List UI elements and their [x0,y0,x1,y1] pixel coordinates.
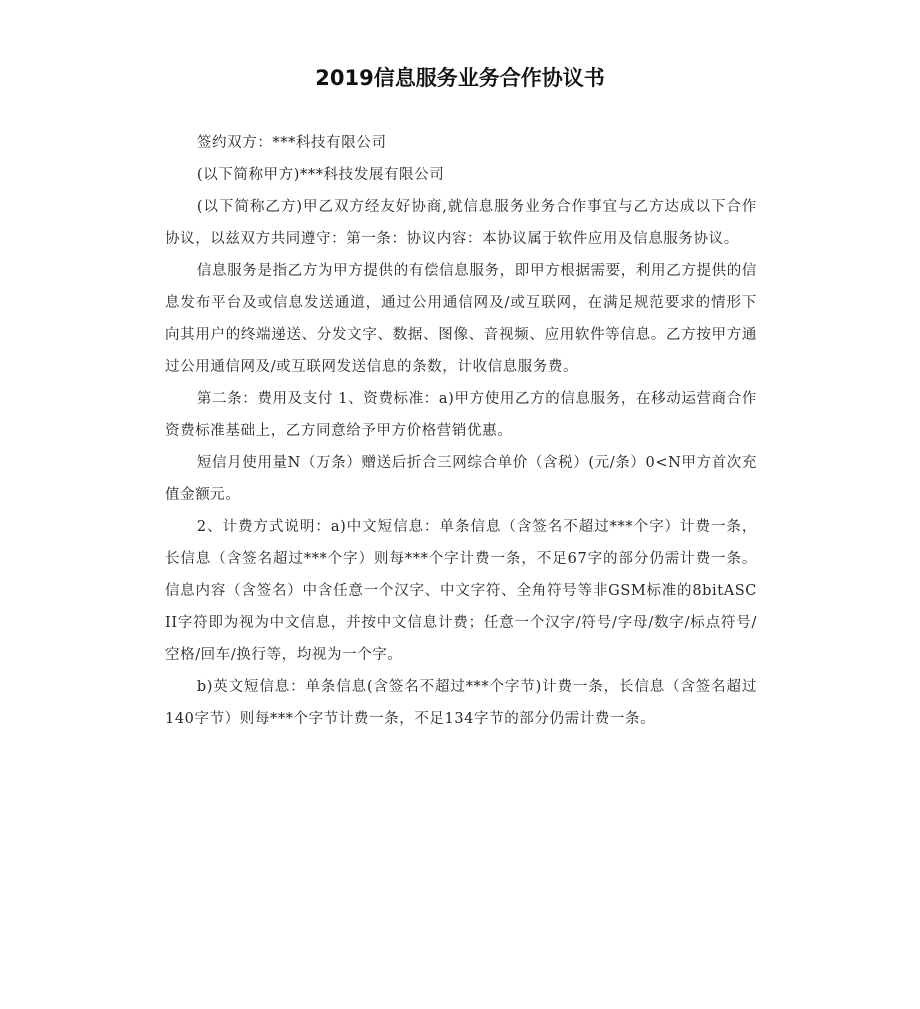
paragraph-english-sms-billing: b)英文短信息：单条信息(含签名不超过***个字节)计费一条，长信息（含签名超过140字节）则每***个字节计费一条，不足134字节的部分仍需计费一条。 [165,679,757,727]
paragraph-party-a: (以下简称甲方)***科技发展有限公司 [196,167,445,183]
document-body [165,127,757,735]
paragraph-chinese-sms-billing: 2、计费方式说明：a)中文短信息：单条信息（含签名不超过***个字）计费一条，长信息（含签名超过***个字）则每***个字计费一条，不足67字的部分仍需计费一条。信息内容（含签名）中含任意一个汉字、中文字符、全角符号等非GSM标准的8bitASCII字符即为视为中文信息，并按中文信息计费；任意一个汉字/符号/字母/数字/标点符号/空格/回车/换行等，均视为一个字。 [165,519,757,663]
paragraph-monthly-usage: 短信月使用量N（万条）赠送后折合三网综合单价（含税）(元/条）0<N甲方首次充值金额元。 [165,455,757,503]
paragraph-article-2-fees: 第二条：费用及支付 1、资费标准：a)甲方使用乙方的信息服务，在移动运营商合作资费标准基础上，乙方同意给予甲方价格营销优惠。 [165,391,757,439]
paragraph-service-definition: 信息服务是指乙方为甲方提供的有偿信息服务，即甲方根据需要，利用乙方提供的信息发布平台及或信息发送通道，通过公用通信网及/或互联网，在满足规范要求的情形下向其用户的终端递送、分发文字、数据、图像、音视频、应用软件等信息。乙方按甲方通过公用通信网及/或互联网发送信息的条数，计收信息服务费。 [165,263,757,375]
document-title: 2019信息服务业务合作协议书 [315,66,605,90]
paragraph-signing-parties: 签约双方：***科技有限公司 [196,135,387,151]
paragraph-party-b-article-1: (以下简称乙方)甲乙双方经友好协商,就信息服务业务合作事宜与乙方达成以下合作协议，以兹双方共同遵守：第一条：协议内容：本协议属于软件应用及信息服务协议。 [165,199,757,247]
